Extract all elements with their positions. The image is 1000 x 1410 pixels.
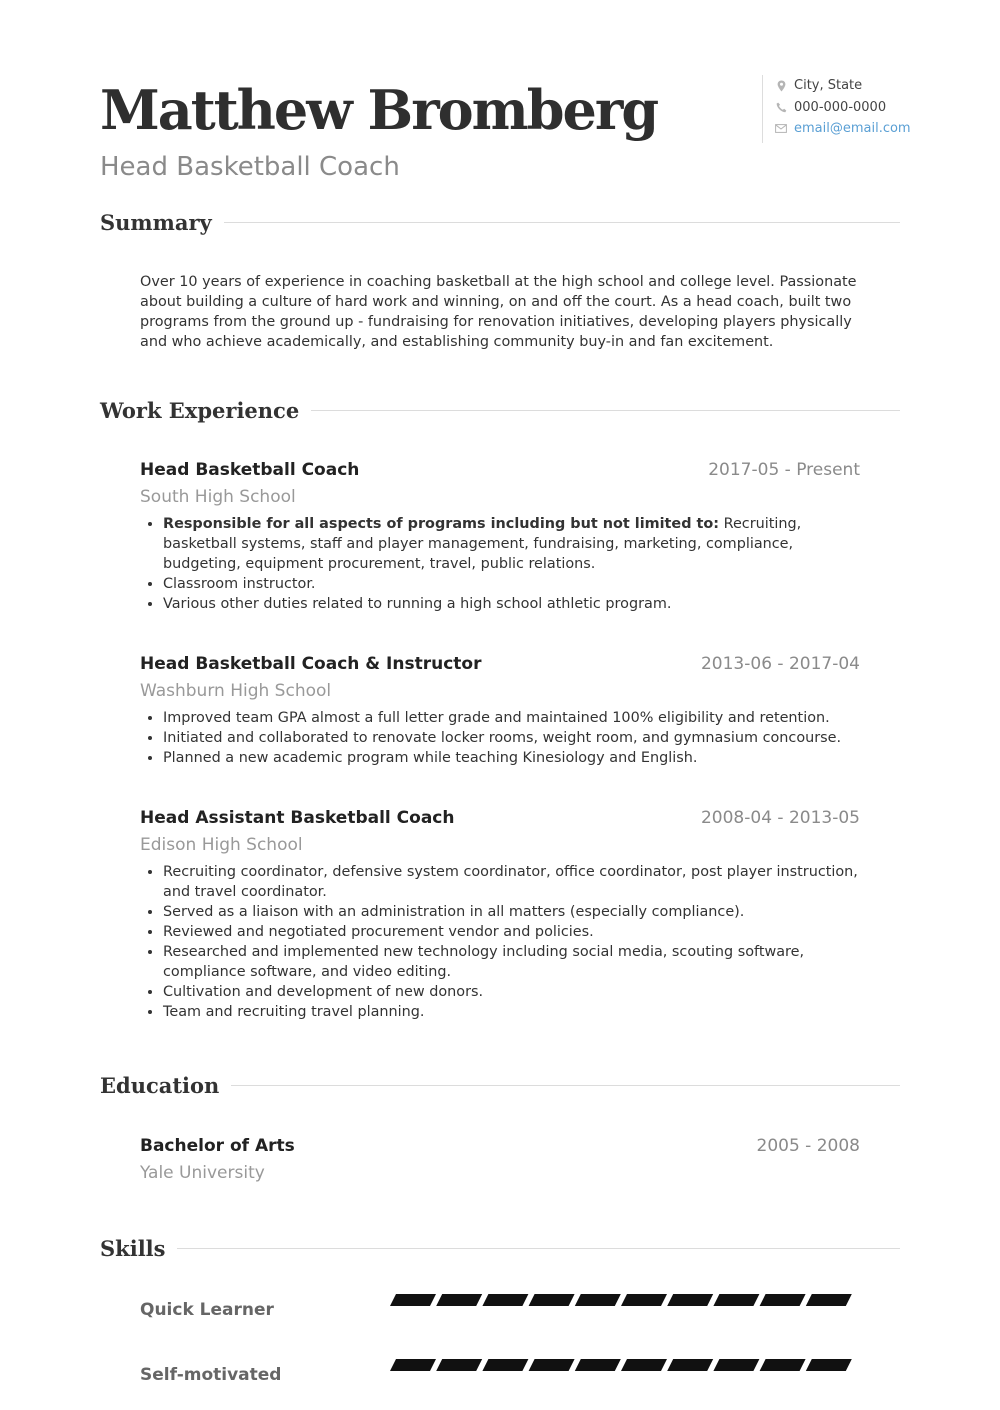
work-role: Head Basketball Coach & Instructor bbox=[140, 654, 482, 674]
list-item: • Initiated and collaborated to renovate locker rooms, weight room, and gymnasium concourse. bbox=[163, 728, 860, 748]
list-item: • Planned a new academic program while teaching Kinesiology and English. bbox=[163, 748, 860, 768]
skill-segment bbox=[621, 1294, 667, 1306]
contact-block bbox=[762, 75, 911, 143]
list-item: • Classroom instructor. bbox=[163, 574, 860, 594]
list-item: • Cultivation and development of new donors. bbox=[163, 982, 860, 1002]
work-entry bbox=[140, 808, 860, 1022]
work-organization: Washburn High School bbox=[140, 681, 332, 701]
section-divider bbox=[177, 1248, 900, 1249]
skill-segment bbox=[713, 1359, 759, 1371]
contact-email bbox=[775, 118, 911, 140]
list-item: • Served as a liaison with an administration in all matters (especially compliance). bbox=[163, 902, 860, 922]
summary-section-heading bbox=[100, 210, 900, 235]
skill-segment bbox=[760, 1359, 806, 1371]
work-heading-label: Work Experience bbox=[100, 398, 300, 423]
bullet-lead-bold: Responsible for all aspects of programs including but not limited to: bbox=[163, 516, 720, 532]
email-link[interactable]: email@email.com bbox=[794, 121, 911, 137]
skill-segment bbox=[575, 1359, 621, 1371]
location-text: City, State bbox=[794, 78, 863, 94]
work-entry bbox=[140, 460, 860, 614]
list-item: • Team and recruiting travel planning. bbox=[163, 1002, 860, 1022]
skill-segment bbox=[390, 1359, 436, 1371]
work-bullets bbox=[140, 514, 860, 614]
summary-heading-label: Summary bbox=[100, 210, 212, 235]
skill-level-bar bbox=[390, 1357, 856, 1373]
skill-level-bar bbox=[390, 1292, 856, 1308]
work-date: 2013-06 - 2017-04 bbox=[700, 654, 860, 674]
skill-segment bbox=[436, 1294, 482, 1306]
section-divider bbox=[311, 410, 900, 411]
work-organization: Edison High School bbox=[140, 835, 303, 855]
skills-heading-label: Skills bbox=[100, 1236, 166, 1261]
education-heading-label: Education bbox=[100, 1073, 220, 1098]
skill-name: Quick Learner bbox=[140, 1300, 274, 1320]
skill-segment bbox=[575, 1294, 621, 1306]
education-degree: Bachelor of Arts bbox=[140, 1136, 295, 1156]
work-bullets bbox=[140, 708, 860, 768]
skill-segment bbox=[390, 1294, 436, 1306]
phone-icon bbox=[775, 102, 787, 113]
section-divider bbox=[231, 1085, 900, 1086]
skill-segment bbox=[760, 1294, 806, 1306]
skills-section-heading bbox=[100, 1236, 900, 1261]
education-section-heading bbox=[100, 1073, 900, 1098]
map-pin-icon bbox=[775, 80, 787, 92]
envelope-icon bbox=[775, 124, 787, 133]
skill-segment bbox=[806, 1294, 852, 1306]
contact-phone bbox=[775, 97, 911, 119]
skill-segment bbox=[713, 1294, 759, 1306]
list-item: • Recruiting coordinator, defensive system coordinator, office coordinator, post player instruction, and travel coordinator. bbox=[163, 862, 860, 902]
list-item: • Researched and implemented new technology including social media, scouting software, compliance software, and video editing. bbox=[163, 942, 860, 982]
skill-segment bbox=[667, 1294, 713, 1306]
list-item: • Improved team GPA almost a full letter grade and maintained 100% eligibility and retention. bbox=[163, 708, 860, 728]
work-section-heading bbox=[100, 398, 900, 423]
candidate-name: Matthew Bromberg bbox=[100, 78, 658, 142]
skill-segment bbox=[621, 1359, 667, 1371]
work-entry bbox=[140, 654, 860, 768]
work-role: Head Assistant Basketball Coach bbox=[140, 808, 455, 828]
education-date: 2005 - 2008 bbox=[756, 1136, 860, 1156]
work-role: Head Basketball Coach bbox=[140, 460, 360, 480]
skill-segment bbox=[806, 1359, 852, 1371]
phone-text: 000-000-0000 bbox=[794, 99, 887, 115]
skill-segment bbox=[482, 1359, 528, 1371]
skill-name: Self-motivated bbox=[140, 1365, 282, 1385]
work-organization: South High School bbox=[140, 487, 296, 507]
contact-location bbox=[775, 75, 911, 97]
skill-segment bbox=[529, 1294, 575, 1306]
skill-segment bbox=[436, 1359, 482, 1371]
summary-text: Over 10 years of experience in coaching basketball at the high school and college level. Passionate about building a culture of hard work and winning, on and off the court. As a head coach, built two programs from the ground up - fundraising for renovation initiatives, developing players physically and who achieve academically, and establishing community buy-in and fan excitement. bbox=[140, 274, 857, 350]
list-item: • Reviewed and negotiated procurement vendor and policies. bbox=[163, 922, 860, 942]
list-item bbox=[163, 514, 860, 574]
skill-segment bbox=[482, 1294, 528, 1306]
section-divider bbox=[224, 222, 900, 223]
work-bullets bbox=[140, 862, 860, 1022]
skill-row bbox=[140, 1365, 860, 1395]
education-entry bbox=[140, 1136, 860, 1183]
work-date: 2017-05 - Present bbox=[708, 460, 860, 480]
skill-segment bbox=[529, 1359, 575, 1371]
skill-segment bbox=[667, 1359, 713, 1371]
bullet-lead-rest: Recruiting, basketball systems, staff and player management, fundraising, marketing, compliance, budgeting, equipment procurement, travel, public relations. bbox=[163, 516, 802, 572]
skill-row bbox=[140, 1300, 860, 1330]
work-date: 2008-04 - 2013-05 bbox=[700, 808, 860, 828]
candidate-title: Head Basketball Coach bbox=[100, 152, 400, 182]
list-item: • Various other duties related to running a high school athletic program. bbox=[163, 594, 860, 614]
education-school: Yale University bbox=[140, 1163, 265, 1183]
